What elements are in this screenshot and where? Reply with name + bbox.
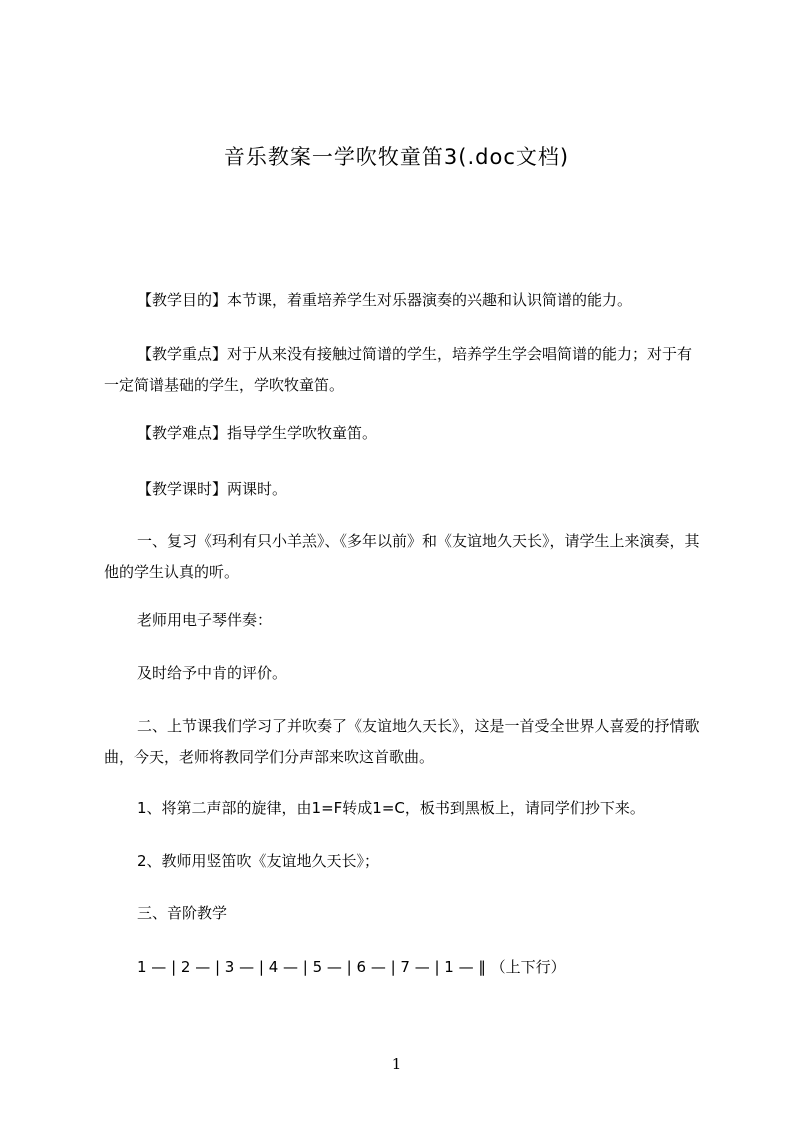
paragraph-text: 2、教师用竖笛吹《友谊地久天长》； bbox=[137, 852, 380, 870]
document-title: 音乐教案一学吹牧童笛3(.doc文档) bbox=[223, 145, 570, 169]
paragraph-text: 【教学课时】两课时。 bbox=[137, 480, 288, 498]
paragraph-text: 一、复习《玛利有只小羊羔》、《多年以前》和《友谊地久天长》，请学生上来演奏，其他的学生认真的听。 bbox=[104, 532, 700, 581]
paragraph-accompaniment bbox=[104, 605, 706, 636]
paragraph-text: 【教学目的】本节课，着重培养学生对乐器演奏的兴趣和认识简谱的能力。 bbox=[137, 291, 633, 309]
paragraph-teaching-goal bbox=[104, 285, 706, 316]
paragraph-class-hours bbox=[104, 474, 706, 505]
paragraph-text: 【教学重点】对于从来没有接触过简谱的学生，培养学生学会唱简谱的能力；对于有一定简谱基础的学生，学吹牧童笛。 bbox=[104, 345, 693, 394]
paragraph-step-one bbox=[104, 793, 706, 824]
paragraph-text: 【教学难点】指导学生学吹牧童笛。 bbox=[137, 424, 378, 442]
paragraph-step-two bbox=[104, 846, 706, 877]
paragraph-lesson-part-two bbox=[104, 711, 706, 773]
paragraph-text: 及时给予中肯的评价。 bbox=[137, 664, 288, 682]
page-number: 1 bbox=[391, 1055, 402, 1073]
paragraph-scale-teaching bbox=[104, 898, 706, 929]
paragraph-text: 1 — | 2 — | 3 — | 4 — | 5 — | 6 — | 7 — | 1 — ‖ （上下行） bbox=[137, 958, 566, 976]
paragraph-text: 1、将第二声部的旋律，由1=F转成1=C，板书到黑板上，请同学们抄下来。 bbox=[137, 799, 645, 817]
paragraph-scale-notation bbox=[104, 952, 706, 983]
paragraph-text: 老师用电子琴伴奏： bbox=[137, 611, 273, 629]
paragraph-review bbox=[104, 526, 706, 588]
paragraph-text: 二、上节课我们学习了并吹奏了《友谊地久天长》，这是一首受全世界人喜爱的抒情歌曲，今天，老师将教同学们分声部来吹这首歌曲。 bbox=[104, 717, 700, 766]
paragraph-evaluation bbox=[104, 658, 706, 689]
paragraph-teaching-difficulty bbox=[104, 418, 706, 449]
paragraph-teaching-focus bbox=[104, 339, 706, 401]
paragraph-text: 三、音阶教学 bbox=[137, 904, 228, 922]
